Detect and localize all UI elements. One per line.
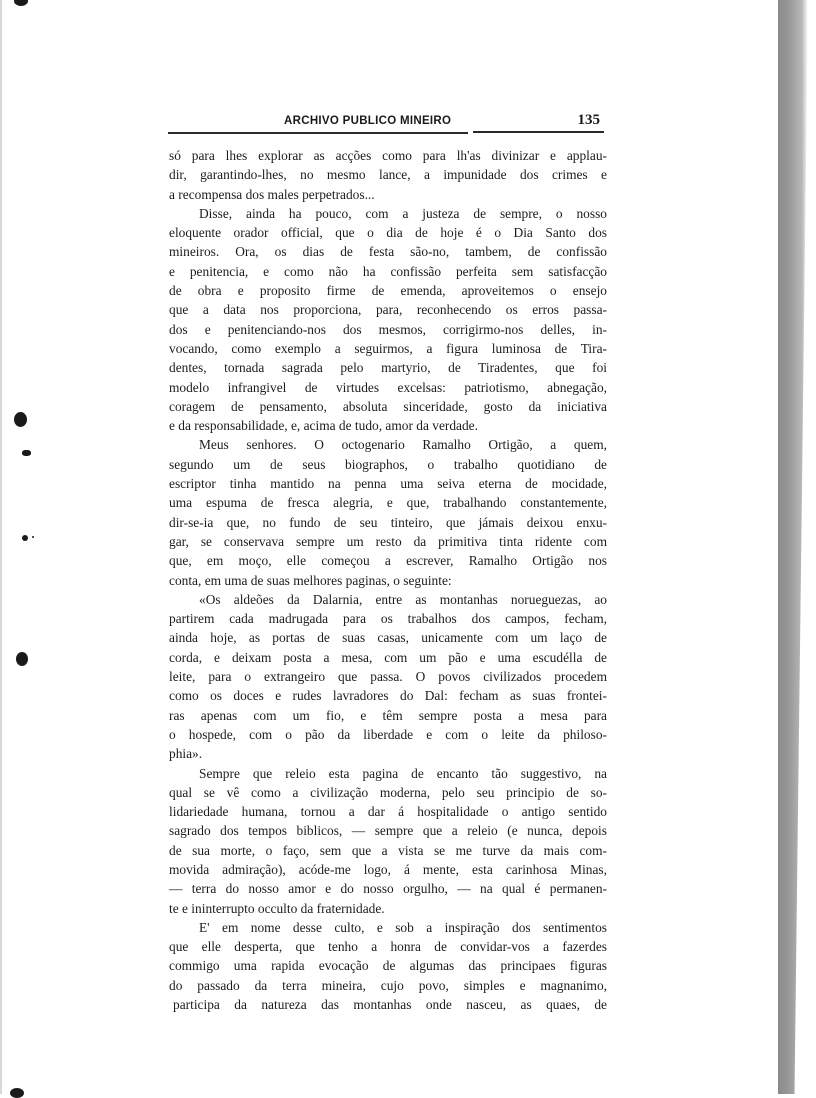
text-line: que a data nos proporciona, para, reconhecendo os erros passa- (169, 302, 607, 318)
ink-speck-mark (22, 535, 28, 541)
text-line: do passado da terra mineira, cujo povo, simples e magnanimo, (169, 977, 607, 993)
text-line: que, em moço, elle começou a escrever, Ramalho Ortigão nos (169, 553, 607, 569)
text-line: leite, para o extrangeiro que passa. O povos civilizados procedem (169, 669, 607, 685)
text-line: sagrado dos tempos biblicos, — sempre que a releio (e nunca, depois (169, 823, 607, 839)
text-line: Meus senhores. O octogenario Ramalho Ortigão, a quem, (199, 437, 607, 453)
ink-speck-mark (32, 536, 34, 538)
text-line: conta, em uma de suas melhores paginas, o seguinte: (169, 572, 452, 588)
text-line: «Os aldeões da Dalarnia, entre as montanhas norueguezas, ao (199, 591, 607, 607)
text-line: vocando, como exemplo a seguirmos, a figura luminosa de Tira- (169, 340, 607, 356)
text-line: eloquente orador official, que o dia de hoje é o Dia Santo dos (169, 225, 607, 241)
page-number: 135 (577, 112, 600, 128)
punch-hole-mark (14, 412, 27, 427)
text-line: dos e penitenciando-nos dos mesmos, corrigirmo-nos delles, in- (169, 321, 607, 337)
text-line: ras apenas com um fio, e têm sempre posta a mesa para (169, 707, 607, 723)
scan-binding-shadow (778, 0, 808, 1094)
text-line: phia». (169, 746, 203, 762)
body-text (169, 146, 607, 1014)
text-line: qual se vê como a civilização moderna, pelo seu principio de so- (169, 784, 607, 800)
text-line: Disse, ainda ha pouco, com a justeza de sempre, o nosso (199, 205, 607, 221)
scan-left-edge (0, 0, 2, 1094)
text-line: e penitencia, e como não ha confissão perfeita sem satisfacção (169, 263, 607, 279)
ink-speck-mark (22, 450, 31, 456)
text-line: que elle desperta, que tenho a honra de convidar-vos a fazerdes (169, 939, 607, 955)
punch-hole-mark (14, 0, 28, 6)
text-line: ainda hoje, as portas de suas casas, unicamente com um laço de (169, 630, 607, 646)
text-line: dentes, tornada sagrada pelo martyrio, de Tiradentes, que foi (169, 360, 607, 376)
text-line: modelo infrangivel de virtudes excelsas: patriotismo, abnegação, (169, 379, 607, 395)
header-rule-left (168, 132, 468, 134)
text-line: corda, e deixam posta a mesa, com um pão e uma escudélla de (169, 649, 607, 665)
text-line: e da responsabilidade, e, acima de tudo, amor da verdade. (169, 418, 478, 434)
punch-hole-mark (10, 1088, 24, 1098)
text-line: commigo uma rapida evocação de algumas das principaes figuras (169, 958, 607, 974)
text-line: só para lhes explorar as acções como para lh'as divinizar e applau- (169, 148, 607, 163)
text-line: partirem cada madrugada para os trabalhos dos campos, fecham, (169, 611, 607, 627)
text-line: — terra do nosso amor e do nosso orgulho, — na qual é permanen- (169, 881, 607, 897)
text-line: como os doces e rudes lavradores do Dal: fecham as suas frontei- (169, 688, 607, 704)
text-line: segundo um de seus biographos, o trabalho quotidiano de (169, 456, 607, 472)
text-line: participa da natureza das montanhas onde nasceu, as quaes, de (173, 997, 607, 1013)
text-line: dir, garantindo-lhes, no mesmo lance, a impunidade dos crimes e (169, 167, 607, 183)
text-line: te e ininterrupto occulto da fraternidade. (169, 900, 385, 916)
running-title: ARCHIVO PUBLICO MINEIRO (284, 115, 452, 127)
text-line: lidariedade humana, tornou a dar á hospitalidade o antigo sentido (169, 804, 607, 820)
header-rule-right (473, 131, 604, 133)
text-line: de obra e proposito firme de emenda, aproveitemos o ensejo (169, 283, 607, 299)
text-line: E' em nome desse culto, e sob a inspiração dos sentimentos (199, 919, 607, 935)
text-line: movida admiração), acóde-me logo, á mente, esta carinhosa Minas, (169, 861, 607, 877)
text-line: dir-se-ia que, no fundo de seu tinteiro, que jámais deixou enxu- (169, 514, 607, 530)
text-line: gar, se conservava sempre um resto da primitiva tinta ridente com (169, 533, 607, 549)
text-line: mineiros. Ora, os dias de festa são-no, tambem, de confissão (169, 244, 607, 260)
text-line: uma espuma de fresca alegria, e que, trabalhando constantemente, (169, 495, 607, 511)
text-line: Sempre que releio esta pagina de encanto tão suggestivo, na (199, 765, 607, 781)
punch-hole-mark (16, 652, 28, 666)
page-header (168, 113, 604, 135)
text-line: o hospede, com o pão da liberdade e com o leite da philoso- (169, 726, 607, 742)
text-line: coragem de pensamento, absoluta sinceridade, gosto da iniciativa (169, 398, 607, 414)
text-line: a recompensa dos males perpetrados... (169, 186, 375, 202)
text-line: de sua morte, o faço, sem que a vista se me turve da mais com- (169, 842, 607, 858)
text-line: escriptor tinha mantido na penna uma seiva eterna de mocidade, (169, 476, 607, 492)
